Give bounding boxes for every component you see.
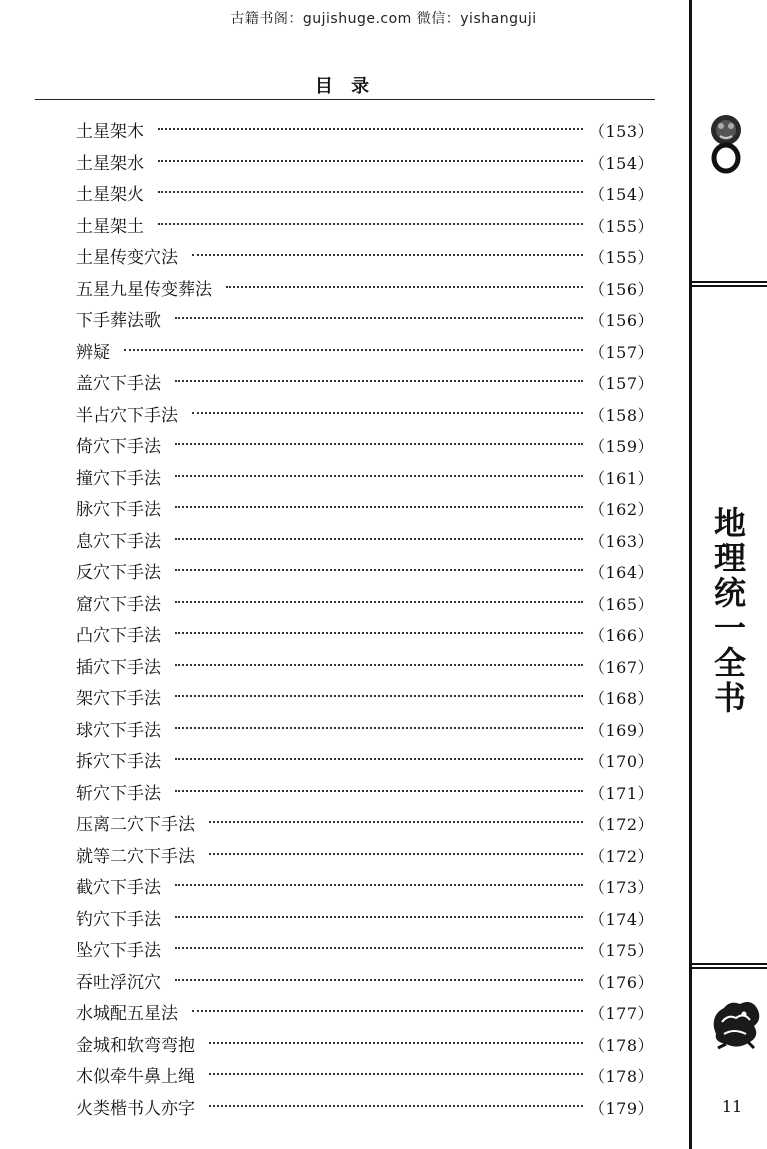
toc-leader-dots xyxy=(158,191,583,193)
toc-entry-page: （162） xyxy=(588,500,654,519)
toc-entry-page: （155） xyxy=(588,216,654,236)
watermark-text: 古籍书阁：gujishuge.com 微信：yishanguji xyxy=(230,11,537,27)
toc-entry-page: （178） xyxy=(588,1035,654,1055)
toc-entry-title: 拆穴下手法 xyxy=(76,752,161,772)
toc-entry[interactable] xyxy=(76,400,654,432)
toc-entry-page: （172） xyxy=(588,815,654,834)
toc-entry-title: 五星九星传变葬法 xyxy=(76,279,212,300)
toc-leader-dots xyxy=(209,1073,583,1075)
toc-entry-page: （168） xyxy=(588,689,654,708)
toc-entry-title: 窟穴下手法 xyxy=(76,594,161,615)
toc-entry-title: 架穴下手法 xyxy=(76,689,161,709)
toc-entry[interactable] xyxy=(76,998,654,1030)
toc-entry[interactable] xyxy=(76,463,654,495)
toc-leader-dots xyxy=(175,506,583,508)
toc-entry-page: （153） xyxy=(588,122,654,141)
toc-leader-dots xyxy=(175,475,583,477)
toc-leader-dots xyxy=(158,128,583,130)
toc-leader-dots xyxy=(175,317,583,319)
toc-entry-page: （166） xyxy=(588,626,654,645)
toc-entry[interactable] xyxy=(76,809,654,841)
toc-entry-title: 火类楷书人亦字 xyxy=(76,1098,195,1119)
toc-entry-page: （176） xyxy=(588,972,654,992)
toc-entry-page: （157） xyxy=(588,342,654,362)
toc-entry[interactable] xyxy=(76,620,654,652)
toc-entry-page: （157） xyxy=(588,374,654,393)
toc-entry-title: 压离二穴下手法 xyxy=(76,815,195,835)
toc-leader-dots xyxy=(209,853,583,855)
dragon-ornament-icon xyxy=(708,992,764,1056)
toc-entry-page: （156） xyxy=(588,311,654,330)
toc-entry-title: 反穴下手法 xyxy=(76,563,161,583)
toc-entry-title: 土星架火 xyxy=(76,185,144,205)
margin-band-bottom xyxy=(689,963,767,969)
toc-leader-dots xyxy=(175,884,583,886)
toc-leader-dots xyxy=(158,160,583,162)
toc-entry-title: 土星架木 xyxy=(76,122,144,142)
toc-leader-dots xyxy=(175,538,583,540)
toc-entry[interactable] xyxy=(76,305,654,337)
toc-entry-title: 凸穴下手法 xyxy=(76,626,161,646)
toc-entry-page: （164） xyxy=(588,563,654,582)
toc-leader-dots xyxy=(175,601,583,603)
toc-entry-title: 插穴下手法 xyxy=(76,657,161,678)
toc-entry-title: 金城和软弯弯抱 xyxy=(76,1035,195,1056)
toc-entry-page: （174） xyxy=(588,909,654,929)
toc-leader-dots xyxy=(175,790,583,792)
toc-entry[interactable] xyxy=(76,1061,654,1093)
toc-entry[interactable] xyxy=(76,148,654,180)
toc-entry-page: （170） xyxy=(588,752,654,771)
toc-entry[interactable] xyxy=(76,778,654,810)
toc-entry[interactable] xyxy=(76,935,654,967)
toc-entry-title: 辨疑 xyxy=(76,342,110,363)
toc-entry-page: （169） xyxy=(588,720,654,740)
toc-entry[interactable] xyxy=(76,242,654,274)
toc-entry[interactable] xyxy=(76,872,654,904)
toc-list xyxy=(76,116,654,1124)
toc-leader-dots xyxy=(192,1010,583,1012)
toc-entry[interactable] xyxy=(76,715,654,747)
toc-entry[interactable] xyxy=(76,179,654,211)
toc-entry-page: （154） xyxy=(588,153,654,173)
toc-leader-dots xyxy=(175,664,583,666)
toc-entry-title: 就等二穴下手法 xyxy=(76,846,195,867)
toc-leader-dots xyxy=(158,223,583,225)
toc-leader-dots xyxy=(175,758,583,760)
toc-entry-title: 下手葬法歌 xyxy=(76,311,161,331)
toc-entry[interactable] xyxy=(76,368,654,400)
toc-entry-title: 球穴下手法 xyxy=(76,720,161,741)
toc-entry-page: （156） xyxy=(588,279,654,299)
toc-leader-dots xyxy=(124,349,583,351)
toc-leader-dots xyxy=(175,947,583,949)
toc-leader-dots xyxy=(175,443,583,445)
toc-entry-page: （178） xyxy=(588,1067,654,1086)
book-title: 地理统一全书 xyxy=(709,506,747,716)
page-number: 11 xyxy=(721,1097,743,1116)
toc-entry[interactable] xyxy=(76,557,654,589)
toc-entry-title: 土星架水 xyxy=(76,153,144,174)
toc-leader-dots xyxy=(175,979,583,981)
toc-entry-page: （159） xyxy=(588,437,654,456)
toc-entry[interactable] xyxy=(76,274,654,306)
toc-entry-page: （155） xyxy=(588,248,654,267)
toc-entry-page: （163） xyxy=(588,531,654,551)
title-divider xyxy=(35,99,655,100)
toc-entry-title: 撞穴下手法 xyxy=(76,468,161,489)
page-title: 目 录 xyxy=(314,76,376,97)
toc-entry-page: （158） xyxy=(588,405,654,425)
toc-entry-page: （154） xyxy=(588,185,654,204)
margin-divider xyxy=(689,0,692,1149)
toc-leader-dots xyxy=(175,727,583,729)
toc-entry-page: （171） xyxy=(588,783,654,803)
toc-entry-page: （177） xyxy=(588,1004,654,1023)
toc-entry[interactable] xyxy=(76,841,654,873)
toc-entry-page: （161） xyxy=(588,468,654,488)
door-knocker-icon xyxy=(703,112,749,176)
toc-leader-dots xyxy=(209,821,583,823)
toc-leader-dots xyxy=(175,916,583,918)
toc-leader-dots xyxy=(192,254,583,256)
toc-leader-dots xyxy=(175,695,583,697)
toc-entry-title: 斩穴下手法 xyxy=(76,783,161,804)
toc-entry-title: 倚穴下手法 xyxy=(76,437,161,457)
toc-leader-dots xyxy=(192,412,583,414)
toc-entry[interactable] xyxy=(76,967,654,999)
toc-entry-title: 半占穴下手法 xyxy=(76,405,178,426)
toc-entry[interactable] xyxy=(76,904,654,936)
toc-entry-page: （173） xyxy=(588,878,654,897)
toc-entry-page: （165） xyxy=(588,594,654,614)
toc-entry-title: 吞吐浮沉穴 xyxy=(76,972,161,993)
toc-entry[interactable] xyxy=(76,1030,654,1062)
toc-entry-title: 盖穴下手法 xyxy=(76,374,161,394)
toc-leader-dots xyxy=(209,1105,583,1107)
toc-entry-title: 息穴下手法 xyxy=(76,531,161,552)
toc-entry[interactable] xyxy=(76,494,654,526)
toc-entry-title: 土星架土 xyxy=(76,216,144,237)
toc-entry[interactable] xyxy=(76,589,654,621)
toc-entry[interactable] xyxy=(76,211,654,243)
toc-entry[interactable] xyxy=(76,431,654,463)
toc-entry-title: 截穴下手法 xyxy=(76,878,161,898)
toc-entry-title: 水城配五星法 xyxy=(76,1004,178,1024)
toc-leader-dots xyxy=(175,632,583,634)
toc-entry[interactable] xyxy=(76,526,654,558)
toc-entry-page: （167） xyxy=(588,657,654,677)
toc-entry-title: 脉穴下手法 xyxy=(76,500,161,520)
toc-entry-title: 坠穴下手法 xyxy=(76,941,161,961)
toc-entry[interactable] xyxy=(76,337,654,369)
toc-entry[interactable] xyxy=(76,652,654,684)
toc-leader-dots xyxy=(175,569,583,571)
margin-band-top xyxy=(689,281,767,287)
toc-leader-dots xyxy=(209,1042,583,1044)
toc-leader-dots xyxy=(175,380,583,382)
toc-entry-page: （175） xyxy=(588,941,654,960)
toc-entry-page: （179） xyxy=(588,1098,654,1118)
toc-entry[interactable] xyxy=(76,683,654,715)
toc-entry-title: 木似牵牛鼻上绳 xyxy=(76,1067,195,1087)
toc-entry-page: （172） xyxy=(588,846,654,866)
toc-entry-title: 土星传变穴法 xyxy=(76,248,178,268)
toc-entry[interactable] xyxy=(76,1093,654,1125)
toc-entry[interactable] xyxy=(76,116,654,148)
toc-entry[interactable] xyxy=(76,746,654,778)
toc-entry-title: 钓穴下手法 xyxy=(76,909,161,930)
toc-leader-dots xyxy=(226,286,583,288)
